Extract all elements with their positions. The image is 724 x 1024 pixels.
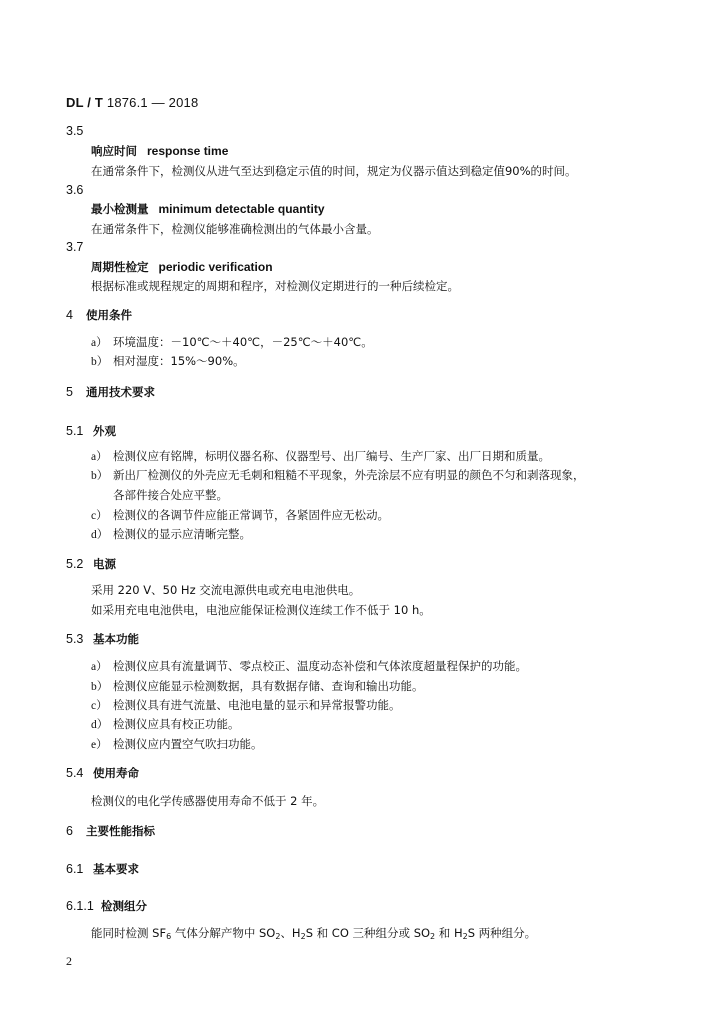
section-number: 6 [66,824,73,838]
page-number: 2 [66,954,72,968]
term-cn: 响应时间 [91,144,137,158]
clause-number: 3.6 [66,183,84,197]
list-item [91,678,424,694]
list-marker: a） [91,337,108,349]
section-number: 5.1 [66,424,84,438]
section-number: 5.2 [66,557,84,571]
standard-prefix: DL / T [66,95,104,110]
section-number: 5.4 [66,766,84,780]
section-title: 通用技术要求 [86,385,155,399]
term-en: periodic verification [158,260,273,274]
list-marker: e） [91,739,108,751]
section-title: 主要性能指标 [86,824,155,838]
section-number: 5 [66,385,73,399]
list-text: 检测仪具有进气流量、电池电量的显示和异常报警功能。 [113,698,401,712]
section-heading [66,631,139,647]
section-title: 电源 [93,557,116,571]
list-marker: b） [91,470,109,482]
list-marker: a） [91,661,108,673]
section-heading [66,307,132,323]
text-run: 和 H [435,926,463,940]
list-text: 检测仪应能显示检测数据，具有数据存储、查询和输出功能。 [113,679,424,693]
list-text: 检测仪应有铭牌，标明仪器名称、仪器型号、出厂编号、生产厂家、出厂日期和质量。 [113,449,550,463]
list-text: 检测仪应具有校正功能。 [113,717,240,731]
list-text: 检测仪应内置空气吹扫功能。 [113,737,263,751]
term-en: minimum detectable quantity [158,202,325,216]
list-marker: c） [91,700,108,712]
list-text: 检测仪的显示应清晰完整。 [113,527,251,541]
paragraph-line: 检测仪的电化学传感器使用寿命不低于 2 年。 [91,794,325,808]
list-item [91,448,550,464]
term-cn: 最小检测量 [91,202,149,216]
section-heading [66,898,147,914]
section-title: 基本要求 [93,862,139,876]
term-definition: 在通常条件下，检测仪能够准确检测出的气体最小含量。 [91,222,379,236]
list-item [91,353,245,369]
list-text: 检测仪应具有流量调节、零点校正、温度动态补偿和气体浓度超量程保护的功能。 [113,659,527,673]
term-heading [91,259,273,275]
list-item [91,716,240,732]
list-text: 相对湿度：15%～90%。 [113,354,245,368]
text-run: 能同时检测 SF [91,926,167,940]
list-item [91,526,251,542]
subscript: 2 [275,932,281,941]
text-run: S 和 CO 三种组分或 SO [305,926,431,940]
section-heading [66,384,155,400]
clause-number: 3.7 [66,240,84,254]
section-title: 使用条件 [86,308,132,322]
subscript: 2 [300,932,306,941]
paragraph-line [91,925,536,941]
paragraph-line: 采用 220 V、50 Hz 交流电源供电或充电电池供电。 [91,583,361,597]
section-heading [66,423,116,439]
list-item-continuation: 各部件接合处应平整。 [113,488,228,502]
list-marker: b） [91,356,109,368]
list-text: 环境温度：－10℃～＋40℃，－25℃～＋40℃。 [113,335,373,349]
term-cn: 周期性检定 [91,260,149,274]
section-title: 检测组分 [101,899,147,913]
clause-number: 3.5 [66,124,84,138]
list-item [91,658,527,674]
list-marker: c） [91,510,108,522]
list-item [91,736,263,752]
section-heading [66,861,139,877]
list-item [91,507,389,523]
list-marker: d） [91,719,109,731]
section-number: 6.1.1 [66,899,94,913]
section-heading [66,823,155,839]
subscript: 2 [430,932,436,941]
list-item [91,467,585,483]
subscript: 2 [462,932,468,941]
list-item [91,697,401,713]
term-definition: 在通常条件下，检测仪从进气至达到稳定示值的时间，规定为仪器示值达到稳定值90%的时间。 [91,164,577,178]
text-run: S 两种组分。 [467,926,537,940]
list-text: 新出厂检测仪的外壳应无毛刺和粗糙不平现象，外壳涂层不应有明显的颜色不匀和剥落现象， [113,468,585,482]
section-title: 基本功能 [93,632,139,646]
text-run: 气体分解产物中 SO [171,926,276,940]
term-en: response time [147,144,229,158]
paragraph-line: 如采用充电电池供电，电池应能保证检测仪连续工作不低于 10 h。 [91,603,431,617]
section-title: 使用寿命 [93,766,139,780]
section-number: 4 [66,308,73,322]
term-heading [91,143,228,159]
term-heading [91,201,325,217]
section-number: 6.1 [66,862,84,876]
subscript: 6 [166,932,172,941]
list-item [91,334,373,350]
list-text: 检测仪的各调节件应能正常调节，各紧固件应无松动。 [113,508,389,522]
list-marker: a） [91,451,108,463]
section-number: 5.3 [66,632,84,646]
list-marker: b） [91,681,109,693]
section-heading [66,556,116,572]
text-run: 、H [280,926,301,940]
section-title: 外观 [93,424,116,438]
term-definition: 根据标准或规程规定的周期和程序，对检测仪定期进行的一种后续检定。 [91,279,459,293]
page-header [66,95,198,110]
list-marker: d） [91,529,109,541]
section-heading [66,765,139,781]
standard-number: 1876.1 — 2018 [106,95,199,110]
